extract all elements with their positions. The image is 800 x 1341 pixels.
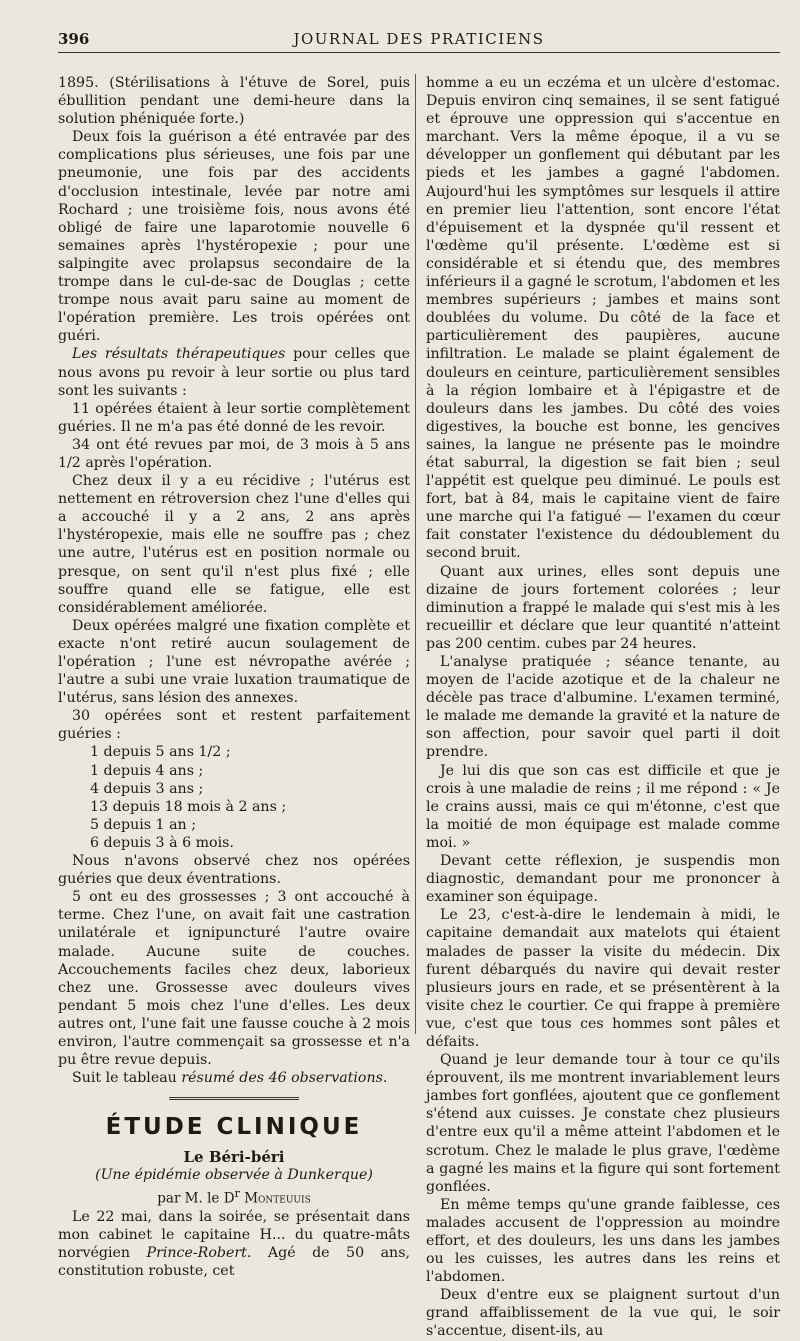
page-header [58, 30, 780, 53]
paragraph-text: pour celles que nous avons pu revoir à leur sortie ou plus tard sont les suivants : [58, 346, 410, 399]
author-prefix-sup: r [234, 1186, 240, 1200]
paragraph: homme a eu un eczéma et un ulcère d'estomac. Depuis environ cinq semaines, il se sent fatigué et éprouve une oppression qui s'accentue en marchant. Vers la même époque, il a vu se développer un gonflement qui débutant par les pieds et les jambes a gagné l'abdomen. Aujourd'hui les symptômes sur lesquels il attire en premier lieu l'attention, sont encore l'état d'épuisement et la dyspnée qu'il ressent et l'œdème qu'il présente. L'œdème est si considérable et si étendu que, des membres inférieurs il a gagné le scrotum, l'abdomen et les membres supérieurs ; jambes et mains sont doublées du volume. Du côté de la face et particulièrement des paupières, aucune infiltration. Le malade se plaint également de douleurs en ceinture, particulièrement sensibles à la région lombaire et à l'épigastre et de douleurs dans les jambes. Du côté des voies digestives, la bouche est bonne, les gencives saines, la langue ne présente pas le moindre état saburral, la digestion se fait bien ; seul l'appétit est quelque peu diminué. Le pouls est fort, bat à 84, mais le capitaine vient de faire une marche qui l'a fatigué — l'examen du cœur fait constater l'existence du dédoublement du second bruit. [426, 75, 780, 562]
list-item: 4 depuis 3 ans ; [90, 780, 204, 797]
article-author [58, 1185, 410, 1208]
paragraph: Deux fois la guérison a été entravée par des complications plus sérieuses, une fois par une pneumonie, une fois par des accidents d'occlusion intestinale, levée par notre ami Rochard ; une troisième fois, nous avons été obligé de faire une laparotomie nouvelle 6 semaines après l'hystéropexie ; pour une salpingite avec prolapsus secondaire de la trompe dans le cul-de-sac de Douglas ; cette trompe nous avait paru saine au moment de l'opération première. Les trois opérées ont guéri. [58, 129, 410, 345]
paragraph: Je lui dis que son cas est difficile et que je crois à une maladie de reins ; il me répond : « Je le crains aussi, mais ce qui m'étonne, c'est que la moitié de mon équipage est malade comme moi. » [426, 762, 780, 851]
paragraph: Chez deux il y a eu récidive ; l'utérus est nettement en rétroversion chez l'une d'elles qui a accouché il y a 2 ans, 2 ans après l'hystéropexie, mais elle ne souffre pas ; chez une autre, l'utérus est en position normale ou presque, on sent qu'il n'est plus fixé ; elle souffre quand elle se fatigue, elle est considérablement améliorée. [58, 473, 410, 616]
list-item: 1 depuis 4 ans ; [90, 762, 204, 779]
left-column [58, 74, 410, 1281]
article-subtitle: (Une épidémie observée à Dunkerque) [95, 1167, 373, 1184]
ship-name: Prince-Robert [146, 1245, 247, 1262]
paragraph [58, 1208, 410, 1280]
paragraph-text: Suit le tableau [72, 1070, 182, 1087]
paragraph: Quand je leur demande tour à tour ce qu'ils éprouvent, ils me montrent invariablement leurs jambes fort gonflées, ajoutent que ce gonflement s'étend aux cuisses. Je constate chez plusieurs d'entre eux qu'il a même atteint l'abdomen et le scrotum. Chez le malade le plus grave, l'œdème a gagné les mains et la figure qui sont fortement gonflées. [426, 1052, 780, 1195]
paragraph: 11 opérées étaient à leur sortie complètement guéries. Il ne m'a pas été donné de les revoir. [58, 400, 410, 435]
journal-title: JOURNAL DES PRATICIENS [293, 30, 545, 48]
article-title: Le Béri-béri [183, 1148, 285, 1167]
italic-phrase: Les résultats thérapeutiques [72, 346, 286, 363]
paragraph: 34 ont été revues par moi, de 3 mois à 5 ans 1/2 après l'opération. [58, 436, 410, 471]
paragraph: Nous n'avons observé chez nos opérées guéries que deux éventrations. [58, 853, 410, 888]
list-item: 13 depuis 18 mois à 2 ans ; [90, 798, 287, 815]
list-item: 6 depuis 3 à 6 mois. [90, 834, 234, 851]
paragraph: L'analyse pratiquée ; séance tenante, au moyen de l'acide azotique et de la chaleur ne décèle pas trace d'albumine. L'examen terminé, le malade me demande la gravité et la nature de son affection, pour savoir quel parti il doit prendre. [426, 654, 780, 761]
paragraph-text: . [382, 1070, 388, 1087]
page-number: 396 [58, 30, 90, 48]
section-divider [169, 1097, 299, 1100]
italic-phrase: résumé des 46 observations [181, 1070, 383, 1087]
author-name: Monteuuis [239, 1190, 311, 1207]
paragraph: Deux opérées malgré une fixation complète et exacte n'ont retiré aucun soulagement de l'opération ; l'une est névropathe avérée ; l'autre a subi une vraie luxation traumatique de l'utérus, sans lésion des annexes. [58, 617, 410, 707]
list-item: 1 depuis 5 ans 1/2 ; [90, 744, 231, 761]
paragraph: 5 ont eu des grossesses ; 3 ont accouché à terme. Chez l'une, on avait fait une castration unilatérale et ignipuncturé l'autre ovaire malade. Aucune suite de couches. Accouchements faciles chez deux, laborieux chez une. Grossesse avec douleurs vives pendant 5 mois chez l'une d'elles. Les deux autres ont, l'une fait une fausse couche à 2 mois environ, l'autre commençait sa grossesse et n'a pu être revue depuis. [58, 889, 410, 1069]
list-item: 5 depuis 1 an ; [90, 816, 196, 833]
results-list [58, 743, 410, 852]
paragraph [58, 345, 410, 399]
paragraph: Quant aux urines, elles sont depuis une dizaine de jours fortement colorées ; leur diminution a frappé le malade qui s'est mis à les recueillir et déclare que leur quantité n'atteint pas 200 centim. cubes par 24 heures. [426, 563, 780, 652]
author-prefix: par M. le D [157, 1190, 235, 1207]
section-title: ÉTUDE CLINIQUE [105, 1114, 363, 1141]
paragraph-text: Le 22 mai, dans la soirée, se présentait dans mon cabinet le capitaine H... du quatre-mâts norvégien [58, 1209, 410, 1262]
paragraph [58, 1069, 410, 1087]
paragraph: Devant cette réflexion, je suspendis mon diagnostic, demandant pour me prononcer à examiner son équipage. [426, 853, 780, 906]
paragraph: En même temps qu'une grande faiblesse, ces malades accusent de l'oppression au moindre effort, et des douleurs, les uns dans les jambes ou les cuisses, les autres dans les reins et l'abdomen. [426, 1196, 780, 1286]
right-column [426, 74, 780, 1341]
paragraph: Le 23, c'est-à-dire le lendemain à midi, le capitaine demandait aux matelots qui étaient malades de passer la visite du médecin. Dix furent débarqués du navire qui devait rester plusieurs jours en rade, et se présentèrent à la visite chez le courtier. Ce qui frappe à première vue, c'est que tous ces hommes sont pâles et défaits. [426, 907, 780, 1050]
column-divider [415, 74, 416, 1034]
paragraph: Deux d'entre eux se plaignent surtout d'un grand affaiblissement de la vue qui, le soir s'accentue, disent-ils, au [426, 1287, 780, 1340]
paragraph: 30 opérées sont et restent parfaitement guéries : [58, 708, 410, 743]
paragraph: 1895. (Stérilisations à l'étuve de Sorel, puis ébullition pendant une demi-heure dans la solution phéniquée forte.) [58, 75, 410, 128]
paragraph-text: . Agé de 50 ans, constitution robuste, cet [58, 1245, 410, 1280]
